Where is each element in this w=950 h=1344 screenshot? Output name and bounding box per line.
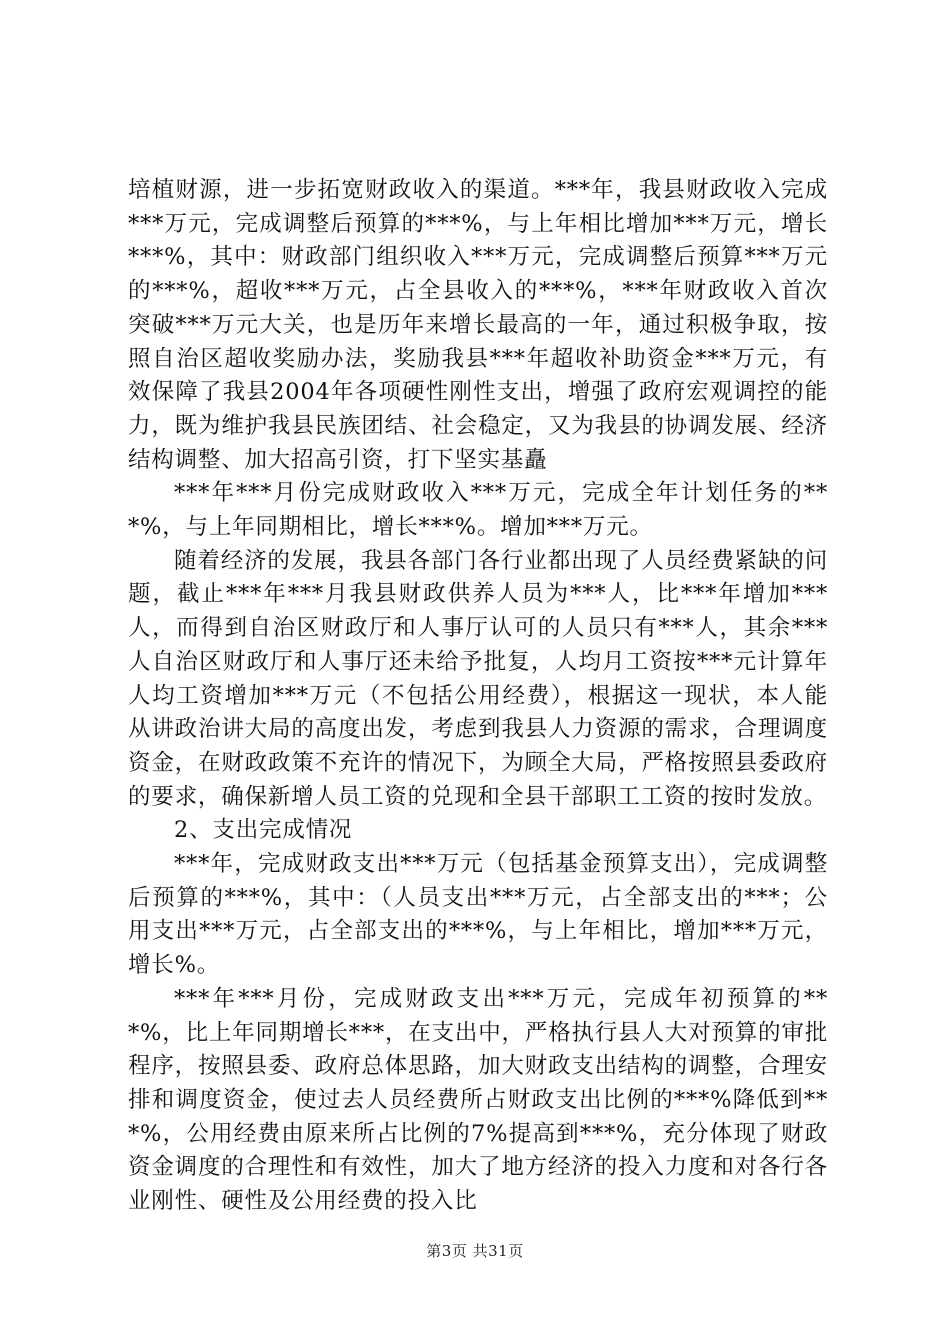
section-heading-expenditure: 2、支出完成情况 xyxy=(174,817,353,844)
document-body xyxy=(128,174,828,1219)
paragraph-monthly-revenue: ***年***月份完成财政收入***万元，完成全年计划任务的***%，与上年同期相比，增长***%。增加***万元。 xyxy=(128,480,828,541)
paragraph-revenue-summary: 培植财源，进一步拓宽财政收入的渠道。***年，我县财政收入完成***万元，完成调整后预算的***%，与上年相比增加***万元，增长***%，其中：财政部门组织收入***万元，完成调整后预算***万元的***%，超收***万元，占全县收入的***%，***年财政收入首次突破***万元大关，也是历年来增长最高的一年，通过积极争取，按照自治区超收奖励办法，奖励我县***年超收补助资金***万元，有效保障了我县2004年各项硬性刚性支出，增强了政府宏观调控的能力，既为维护我县民族团结、社会稳定，又为我县的协调发展、经济结构调整、加大招高引资，打下坚实基矗 xyxy=(128,177,828,473)
paragraph-monthly-expenditure: ***年***月份，完成财政支出***万元，完成年初预算的***%，比上年同期增长***，在支出中，严格执行县人大对预算的审批程序，按照县委、政府总体思路，加大财政支出结构的调整，合理安排和调度资金，使过去人员经费所占财政支出比例的***%降低到***%，公用经费由原来所占比例的7%提高到***%，充分体现了财政资金调度的合理性和有效性，加大了地方经济的投入力度和对各行各业刚性、硬性及公用经费的投入比 xyxy=(128,985,828,1215)
paragraph-annual-expenditure: ***年，完成财政支出***万元（包括基金预算支出），完成调整后预算的***%，其中：（人员支出***万元，占全部支出的***；公用支出***万元，占全部支出的***%，与上年相比，增加***万元，增长%。 xyxy=(128,851,828,979)
page-number-footer: 第3页 共31页 xyxy=(426,1242,524,1260)
paragraph-staffing-costs: 随着经济的发展，我县各部门各行业都出现了人员经费紧缺的问题，截止***年***月我县财政供养人员为***人，比***年增加***人，而得到自治区财政厅和人事厅认可的人员只有***人，其余***人自治区财政厅和人事厅还未给予批复，人均月工资按***元计算年人均工资增加***万元（不包括公用经费），根据这一现状，本人能从讲政治讲大局的高度出发，考虑到我县人力资源的需求，合理调度资金，在财政政策不充许的情况下，为顾全大局，严格按照县委政府的要求，确保新增人员工资的兑现和全县干部职工工资的按时发放。 xyxy=(128,547,828,810)
